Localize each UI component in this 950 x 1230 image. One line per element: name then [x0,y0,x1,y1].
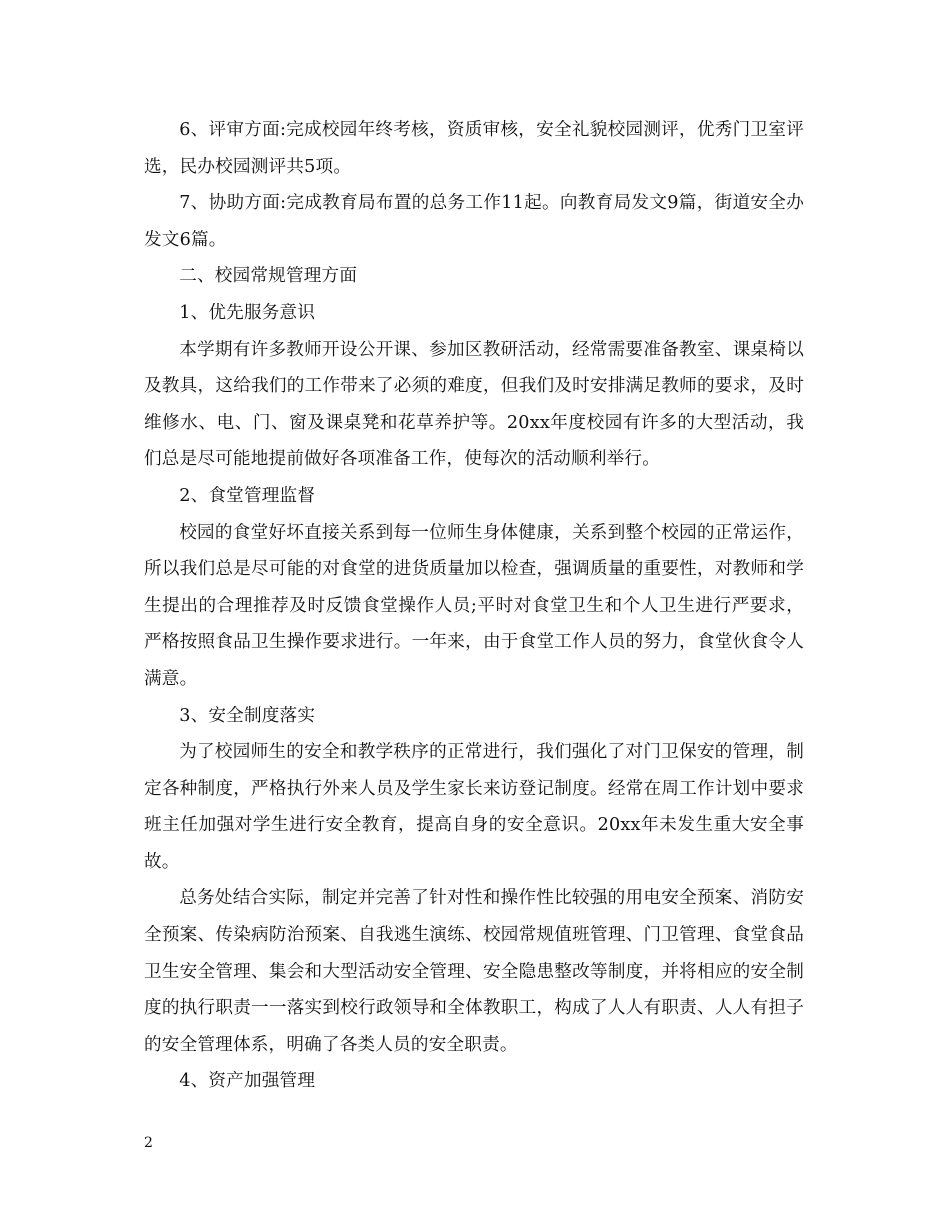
paragraph-canteen-supervision: 校园的食堂好坏直接关系到每一位师生身体健康，关系到整个校园的正常运作，所以我们总是尽可能的对食堂的进货质量加以检查，强调质量的重要性，对教师和学生提出的合理推荐及时反馈食堂操作人员;平时对食堂卫生和个人卫生进行严要求，严格按照食品卫生操作要求进行。一年来，由于食堂工作人员的努力，食堂伙食令人满意。 [144,522,804,689]
paragraph-review: 6、评审方面:完成校园年终考核，资质审核，安全礼貌校园测评，优秀门卫室评选，民办校园测评共5项。 [144,120,804,177]
paragraph-safety-system: 为了校园师生的安全和教学秩序的正常进行，我们强化了对门卫保安的管理，制定各种制度，严格执行外来人员及学生家长来访登记制度。经常在周工作计划中要求班主任加强对学生进行安全教育，提高自身的安全意识。20xx年未发生重大安全事故。 [144,742,804,872]
section-heading-campus-management: 二、校园常规管理方面 [179,266,358,287]
page-number: 2 [144,1135,153,1151]
subheading-service-awareness: 1、优先服务意识 [179,302,316,323]
paragraph-assist: 7、协助方面:完成教育局布置的总务工作11起。向教育局发文9篇，街道安全办发文6篇。 [144,193,804,250]
paragraph-safety-plans: 总务处结合实际，制定并完善了针对性和操作性比较强的用电安全预案、消防安全预案、传染病防治预案、自我逃生演练、校园常规值班管理、门卫管理、食堂食品卫生安全管理、集会和大型活动安全管理、安全隐患整改等制度，并将相应的安全制度的执行职责一一落实到校行政领导和全体教职工，构成了人人有职责、人人有担子的安全管理体系，明确了各类人员的安全职责。 [144,888,804,1055]
paragraph-service-awareness: 本学期有许多教师开设公开课、参加区教研活动，经常需要准备教室、课桌椅以及教具，这给我们的工作带来了必须的难度，但我们及时安排满足教师的要求，及时维修水、电、门、窗及课桌凳和花草养护等。20xx年度校园有许多的大型活动，我们总是尽可能地提前做好各项准备工作，使每次的活动顺利举行。 [144,339,804,470]
document-body [144,112,804,1100]
subheading-safety-system: 3、安全制度落实 [179,705,316,726]
subheading-canteen-supervision: 2、食堂管理监督 [179,485,316,506]
subheading-asset-management: 4、资产加强管理 [179,1071,316,1092]
